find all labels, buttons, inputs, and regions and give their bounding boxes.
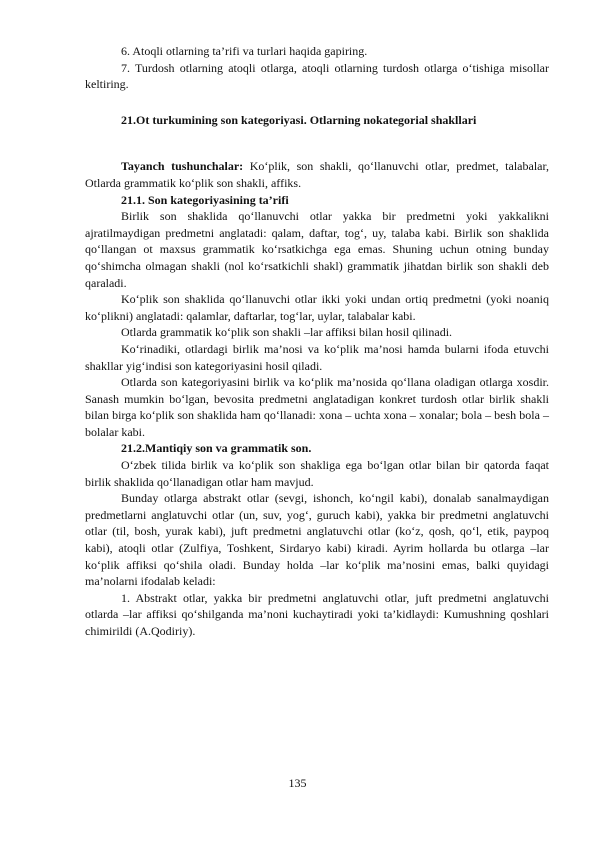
subheading-21-2: 21.2.Mantiqiy son va grammatik son. bbox=[121, 441, 312, 456]
text-column bbox=[85, 43, 549, 640]
paragraph-4: Ko‘rinadiki, otlardagi birlik ma’nosi va ko‘plik ma’nosi hamda bularni ifoda etuvchi shakllar yig‘indisi son kategoriyasini hosil qiladi. bbox=[85, 341, 549, 373]
question-6: 6. Atoqli otlarning ta’rifi va turlari haqida gapiring. bbox=[121, 44, 368, 58]
paragraph-3: Otlarda grammatik ko‘plik son shakli –lar affiksi bilan hosil qilinadi. bbox=[121, 325, 453, 340]
key-concepts-text: Ko‘plik, son shakli, qo‘llanuvchi otlar, predmet, talabalar, Otlarda grammatik ko‘plik son shakli, affiks. bbox=[85, 159, 550, 190]
paragraph-8: 1. Abstrakt otlar, yakka bir predmetni anglatuvchi otlar, juft predmetni anglatuvchi otlarda –lar affiksi qo‘shilganda ma’noni kuchaytiradi yoki ta’kidlaydi: Kumushning qoshlari chimirildi (A.Qodiriy). bbox=[85, 590, 549, 638]
paragraph-1: Birlik son shaklida qo‘llanuvchi otlar yakka bir predmetni yoki yakkalikni ajratilmaydigan predmetni anglatadi: qalam, daftar, tog‘, uy, talaba kabi. Birlik son shaklida qo‘llangan ot maxsus grammatik ko‘rsatkichga ega emas. Shuning uchun otning bunday qo‘shimcha olmagan shakli (nol ko‘rsatkichli shakl) grammatik jihatdan birlik son shakli deb qaraladi. bbox=[85, 209, 549, 290]
paragraph-5: Otlarda son kategoriyasini birlik va ko‘plik ma’nosida qo‘llana oladigan otlarga xosdir. Sanash mumkin bo‘lgan, bevosita predmetni anglatadigan konkret turdosh otlar birlik shakli bilan birga ko‘plik son shaklida ham qo‘llanadi: xona – uchta xona – xonalar; bola – besh bola – bolalar kabi. bbox=[85, 375, 549, 439]
key-concepts-label: Tayanch tushunchalar: bbox=[121, 159, 244, 174]
page-number: 135 bbox=[288, 776, 307, 790]
paragraph-2: Ko‘plik son shaklida qo‘llanuvchi otlar ikki yoki undan ortiq predmetni (yoki noaniq ko‘plikni) anglatadi: qalamlar, daftarlar, tog‘lar, uylar, talabalar kabi. bbox=[85, 292, 549, 323]
paragraph-6: O‘zbek tilida birlik va ko‘plik son shakliga ega bo‘lgan otlar bilan bir qatorda faqat birlik shaklida qo‘llanadigan otlar ham mavjud. bbox=[85, 458, 549, 489]
key-concepts bbox=[85, 158, 549, 191]
paragraph-7: Bunday otlarga abstrakt otlar (sevgi, ishonch, ko‘ngil kabi), donalab sanalmaydigan predmetlarni anglatuvchi otlar (un, suv, yog‘, guruch kabi), yakka bir predmetni anglatuvchi otlar (til, bosh, yurak kabi), juft predmetni anglatuvchi otlar (ko‘z, qosh, qo‘l, etik, paypoq kabi), atoqli otlar (Zulfiya, Toshkent, Sirdaryo kabi) kiradi. Ayrim hollarda bu otlarga –lar ko‘plik affiksi qo‘shila oladi. Bunday holda –lar ko‘plik ma’nosini emas, balki quyidagi ma’nolarni ifodalab keladi: bbox=[85, 491, 549, 589]
question-7: 7. Turdosh otlarning atoqli otlarga, atoqli otlarning turdosh otlarga o‘tishiga misollar keltiring. bbox=[85, 60, 549, 92]
subheading-21-1: 21.1. Son kategoriyasining ta’rifi bbox=[121, 192, 289, 207]
section-title: 21.Ot turkumining son kategoriyasi. Otlarning nokategorial shakllari bbox=[121, 112, 477, 127]
